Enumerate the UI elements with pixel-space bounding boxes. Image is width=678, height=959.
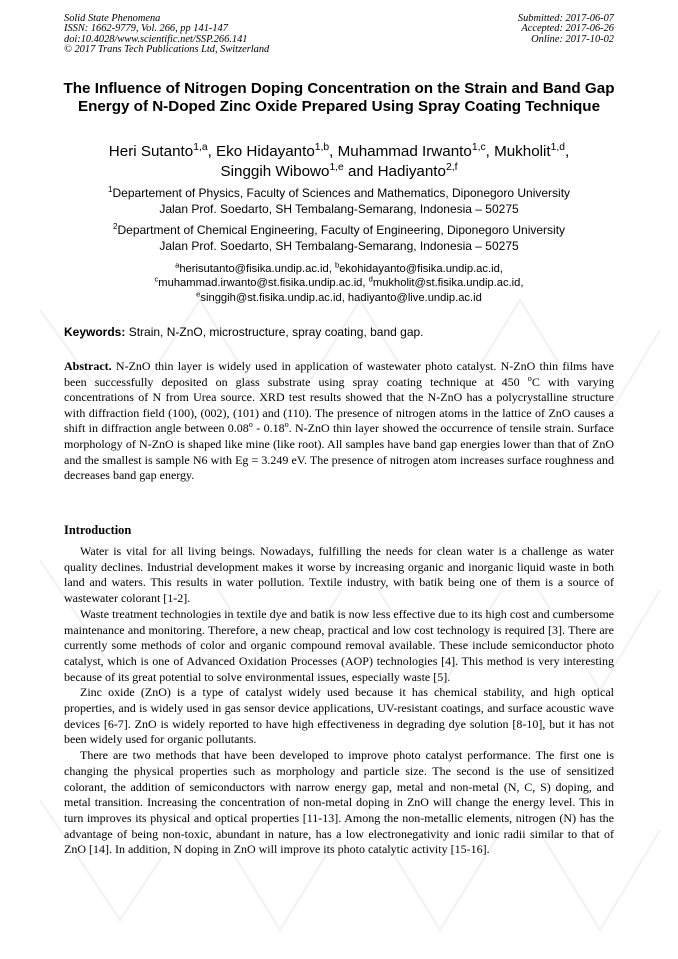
keywords-label: Keywords: xyxy=(64,325,126,339)
keywords xyxy=(64,324,614,340)
author: Hadiyanto$^{2,f}$ xyxy=(377,161,458,180)
paper-title: The Influence of Nitrogen Doping Concentration on the Strain and Band Gap Energy of N-Doped Zinc Oxide Prepared Using Spray Coating Technique xyxy=(63,80,615,116)
author: Singgih Wibowo$^{1,e}$ xyxy=(220,161,344,180)
journal-name: Solid State Phenomena xyxy=(64,13,161,24)
section-heading-introduction: Introduction xyxy=(64,523,132,537)
email[interactable]: mukholit@st.fisika.undip.ac.id, xyxy=(372,277,524,290)
accepted-date: Accepted: 2017-06-26 xyxy=(521,23,614,35)
publication-dates xyxy=(518,14,614,45)
copyright: © 2017 Trans Tech Publications Ltd, Switzerland xyxy=(64,44,270,56)
abstract: Abstract. N-ZnO thin layer is widely used in application of wastewater photo catalyst. N-ZnO thin films have been successfully deposited on glass substrate using spray coating technique at 450 $^o$C with varying concentrations of N from Urea source. XRD test results showed that the N-ZnO has a polycrystalline structure with diffraction field (100), (002), (101) and (110). The presence of nitrogen atoms in the lattice of ZnO causes a shift in diffraction angle between 0.08$^o$ - 0.18$^o$. N-ZnO thin layer showed the occurrence of tensile strain. Surface morphology of N-ZnO is shaped like mine (like root). All samples have band gap energies lower than that of ZnO and the smallest is sample N6 with Eg = 3.249 eV. The presence of nitrogen atom increases surface roughness and decreases band gap energy. xyxy=(64,359,615,483)
submitted-date: Submitted: 2017-06-07 xyxy=(517,13,614,24)
journal-info xyxy=(64,14,269,56)
abstract-label: Abstract. xyxy=(64,359,112,373)
paragraph: Waste treatment technologies in textile dye and batik is now less effective due to its high cost and cumbersome maintenance and monitoring. Therefore, a new cheap, practical and low cost technology is required [3]. There are currently some methods of color and organic compound removal available. These include semiconductor photo catalyst, which is one of Advanced Oxidation Processes (AOP) technologies [4]. This method is very interesting because of its great potential to solve environmental issues, especially waste [5]. xyxy=(64,606,614,684)
author: Mukholit$^{1,d}$ xyxy=(494,141,565,160)
author: Muhammad Irwanto$^{1,c}$ xyxy=(337,141,486,160)
affiliation-2: $^2$Department of Chemical Engineering, Faculty of Engineering, Diponegoro University Jalan Prof. Soedarto, SH Tembalang-Semarang, Indonesia – 50275 xyxy=(112,222,566,253)
keywords-text: Strain, N-ZnO, microstructure, spray coating, band gap. xyxy=(128,325,424,339)
paragraph: There are two methods that have been developed to improve photo catalyst performance. The first one is changing the physical properties such as morphology and particle size. The second is the use of sensitized colorant, the addition of semiconductors with narrow energy gap, metal and non-metal (N, C, S) doping, and metal transition. Increasing the concentration of non-metal doping in ZnO will change the energy level. This in turn improves its physical and optical properties [11-13]. Among the non-metallic elements, nitrogen (N) has the advantage of being non-toxic, abundant in nature, has a low electronegativity and ionic radii similar to that of ZnO [14]. In addition, N doping in ZnO will improve its photo catalytic activity [15-16]. xyxy=(64,748,614,857)
doi: doi:10.4028/www.scientific.net/SSP.266.141 xyxy=(64,33,248,45)
email[interactable]: singgih@st.fisika.undip.ac.id, hadiyanto@live.undip.ac.id xyxy=(200,291,482,304)
issn: ISSN: 1662-9779, Vol. 266, pp 141-147 xyxy=(64,23,228,35)
introduction-body xyxy=(64,544,614,858)
author-emails: $^a$herisutanto@fisika.undip.ac.id, $^b$ekohidayanto@fisika.undip.ac.id, $^c$muhammad.irwanto@st.fisika.undip.ac.id, $^d$mukholit@st.fisika.undip.ac.id, $^e$singgih@st.fisika.undip.ac.id, hadiyanto@live.undip.ac.id xyxy=(154,260,524,304)
author: Eko Hidayanto$^{1,b}$ xyxy=(216,141,330,160)
affiliation-1: $^1$Departement of Physics, Faculty of Sciences and Mathematics, Diponegoro University Jalan Prof. Soedarto, SH Tembalang-Semarang, Indonesia – 50275 xyxy=(107,185,571,216)
email[interactable]: ekohidayanto@fisika.undip.ac.id, xyxy=(339,263,503,275)
paragraph: Zinc oxide (ZnO) is a type of catalyst widely used because it has chemical stability, and high optical properties, and is widely used in gas sensor device applications, UV-resistant coatings, and surface acoustic wave devices [6-7]. ZnO is widely reported to have high effectiveness in degrading dye solution [8-10], but it has not been widely used for organic pollutants. xyxy=(64,685,614,747)
author-list: Heri Sutanto$^{1,a}$, Eko Hidayanto$^{1,b}$, Muhammad Irwanto$^{1,c}$, Mukholit$^{1,d}$, Singgih Wibowo$^{1,e}$ and Hadiyanto$^{2,f}$ xyxy=(108,141,570,180)
online-date: Online: 2017-10-02 xyxy=(531,33,614,45)
author: Heri Sutanto$^{1,a}$ xyxy=(108,141,208,160)
paragraph: Water is vital for all living beings. Nowadays, fulfilling the needs for clean water is a challenge as water quality declines. Industrial development makes it worse by increasing organic and inorganic liquid waste in both land and waters. This results in water pollution. Textile industry, with batik being one of them is a source of wastewater colorant [1-2]. xyxy=(64,544,614,606)
email[interactable]: muhammad.irwanto@st.fisika.undip.ac.id, xyxy=(158,277,369,290)
email[interactable]: herisutanto@fisika.undip.ac.id, xyxy=(179,263,335,275)
